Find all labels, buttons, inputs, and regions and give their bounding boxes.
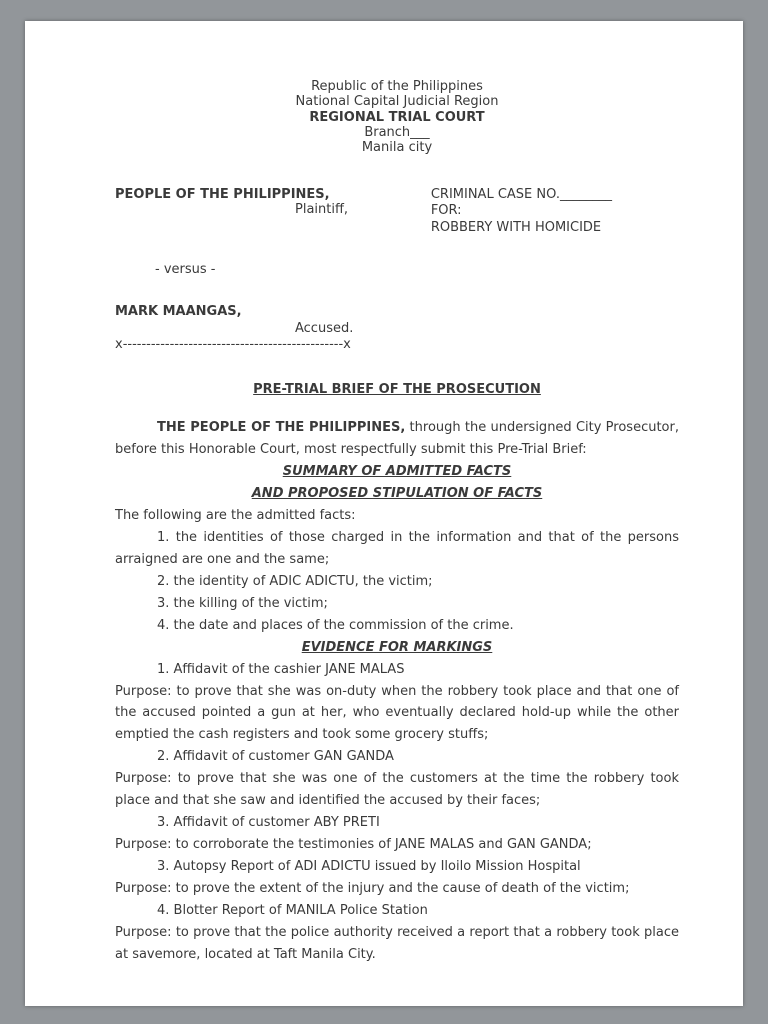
evidence-item-4-title: 3. Autopsy Report of ADI ADICTU issued by Iloilo Mission Hospital [157, 859, 581, 875]
introduction-text: through the undersigned City Prosecutor, before this Honorable Court, most respectfully submit this Pre-Trial Brief: [115, 419, 679, 457]
evidence-item-4-purpose: Purpose: to prove the extent of the injury and the cause of death of the victim; [115, 881, 630, 897]
admitted-fact-item-1: 1. the identities of those charged in the information and that of the persons arraigned are one and the same; [115, 529, 679, 567]
caption-right-column [431, 187, 679, 237]
summary-heading-line2 [115, 483, 679, 505]
document-body [115, 417, 679, 966]
introduction-lead: THE PEOPLE OF THE PHILIPPINES, [157, 419, 406, 435]
header-city: Manila city [361, 140, 433, 156]
admitted-fact-item-2: 2. the identity of ADIC ADICTU, the victim; [157, 573, 433, 589]
admitted-facts-intro: The following are the admitted facts: [115, 507, 356, 523]
header-branch: Branch___ [364, 124, 430, 140]
admitted-fact-item-3: 3. the killing of the victim; [157, 595, 328, 611]
header-region: National Capital Judicial Region [295, 94, 499, 110]
introduction-paragraph [115, 417, 679, 461]
offense-charged: ROBBERY WITH HOMICIDE [430, 219, 602, 235]
summary-heading-line1-text: SUMMARY OF ADMITTED FACTS [282, 463, 512, 479]
caption-separator-line: x-----------------------------------------------x [115, 337, 351, 353]
summary-heading-line2-text: AND PROPOSED STIPULATION OF FACTS [251, 485, 543, 501]
evidence-item-2-purpose: Purpose: to prove that she was one of the customers at the time the robbery took place and that she saw and identified the accused by their faces; [115, 771, 679, 809]
accused-block [115, 304, 679, 354]
document-page [25, 21, 743, 1006]
case-caption [115, 187, 679, 237]
accused-designation: Accused. [295, 320, 354, 336]
evidence-heading-text: EVIDENCE FOR MARKINGS [301, 639, 493, 655]
summary-heading-line1 [115, 461, 679, 483]
document-title: PRE-TRIAL BRIEF OF THE PROSECUTION [253, 381, 541, 397]
evidence-item-3-purpose: Purpose: to corroborate the testimonies of JANE MALAS and GAN GANDA; [115, 837, 592, 853]
evidence-item-3-title: 3. Affidavit of customer ABY PRETI [157, 815, 380, 831]
evidence-heading [115, 637, 679, 659]
criminal-case-number: CRIMINAL CASE NO.________ [430, 186, 612, 202]
admitted-fact-item-4: 4. the date and places of the commission of the crime. [157, 617, 514, 633]
for-label: FOR: [430, 203, 462, 219]
accused-name: MARK MAANGAS, [115, 304, 242, 320]
header-country: Republic of the Philippines [311, 79, 483, 94]
header-court-name: REGIONAL TRIAL COURT [309, 109, 485, 125]
evidence-item-5-purpose: Purpose: to prove that the police authority received a report that a robbery took place at savemore, located at Taft Manila City. [115, 925, 679, 963]
versus-line: - versus - [155, 262, 216, 278]
caption-left-column [115, 187, 431, 237]
evidence-item-1-purpose: Purpose: to prove that she was on-duty when the robbery took place and that one of the accused pointed a gun at her, who eventually declared hold-up while the other emptied the cash registers and took some grocery stuffs; [115, 683, 679, 743]
plaintiff-designation: Plaintiff, [295, 202, 349, 218]
evidence-item-5-title: 4. Blotter Report of MANILA Police Station [157, 903, 428, 919]
court-header [115, 79, 679, 156]
evidence-item-1-title: 1. Affidavit of the cashier JANE MALAS [157, 661, 405, 677]
evidence-item-2-title: 2. Affidavit of customer GAN GANDA [157, 749, 394, 765]
plaintiff-name: PEOPLE OF THE PHILIPPINES, [115, 186, 330, 202]
